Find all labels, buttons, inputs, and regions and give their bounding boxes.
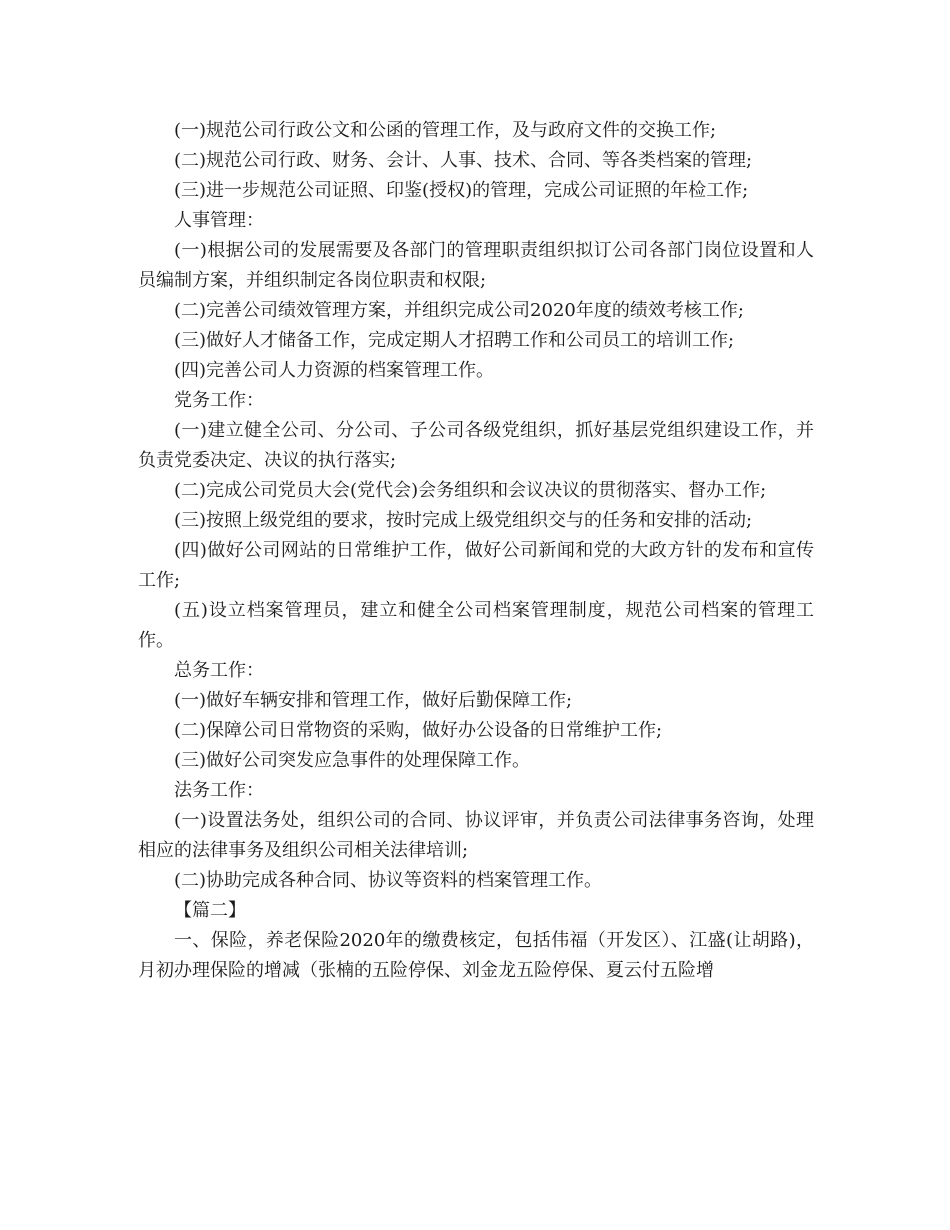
- section-heading-general-affairs: 总务工作：: [174, 660, 264, 681]
- paragraph-5: (一)根据公司的发展需要及各部门的管理职责组织拟订公司各部门岗位设置和人员编制方案，并组织制定各岗位职责和权限;: [138, 240, 814, 291]
- paragraph-3: (三)进一步规范公司证照、印鉴(授权)的管理，完成公司证照的年检工作;: [174, 180, 749, 201]
- paragraph-11: (二)完成公司党员大会(党代会)会务组织和会议决议的贯彻落实、督办工作;: [174, 480, 767, 501]
- paragraph-21: (二)协助完成各种合同、协议等资料的档案管理工作。: [174, 870, 603, 891]
- paragraph-10: (一)建立健全公司、分公司、子公司各级党组织，抓好基层党组织建设工作，并负责党委决定、决议的执行落实;: [138, 420, 814, 471]
- paragraph-6: (二)完善公司绩效管理方案，并组织完成公司2020年度的绩效考核工作;: [174, 300, 744, 321]
- paragraph-16: (一)做好车辆安排和管理工作，做好后勤保障工作;: [174, 690, 573, 711]
- paragraph-12: (三)按照上级党组的要求，按时完成上级党组织交与的任务和安排的活动;: [174, 510, 753, 531]
- section-heading-part-two: 【篇二】: [174, 900, 246, 921]
- paragraph-7: (三)做好人才储备工作，完成定期人才招聘工作和公司员工的培训工作;: [174, 330, 735, 351]
- paragraph-1: (一)规范公司行政公文和公函的管理工作，及与政府文件的交换工作;: [174, 120, 717, 141]
- paragraph-23: 一、保险，养老保险2020年的缴费核定，包括伟福（开发区）、江盛(让胡路)，月初办理保险的增减（张楠的五险停保、刘金龙五险停保、夏云付五险增: [138, 930, 814, 981]
- section-heading-personnel: 人事管理：: [174, 210, 264, 231]
- paragraph-2: (二)规范公司行政、财务、会计、人事、技术、合同、等各类档案的管理;: [174, 150, 753, 171]
- paragraph-13: (四)做好公司网站的日常维护工作，做好公司新闻和党的大政方针的发布和宣传工作;: [138, 540, 814, 591]
- paragraph-17: (二)保障公司日常物资的采购，做好办公设备的日常维护工作;: [174, 720, 663, 741]
- paragraph-20: (一)设置法务处，组织公司的合同、协议评审，并负责公司法律事务咨询，处理相应的法律事务及组织公司相关法律培训;: [138, 810, 814, 861]
- section-heading-legal: 法务工作：: [174, 780, 264, 801]
- section-heading-party: 党务工作：: [174, 390, 264, 411]
- paragraph-18: (三)做好公司突发应急事件的处理保障工作。: [174, 750, 531, 771]
- document-body: [138, 116, 814, 986]
- paragraph-14: (五)设立档案管理员，建立和健全公司档案管理制度，规范公司档案的管理工作。: [138, 600, 814, 651]
- paragraph-8: (四)完善公司人力资源的档案管理工作。: [174, 360, 495, 381]
